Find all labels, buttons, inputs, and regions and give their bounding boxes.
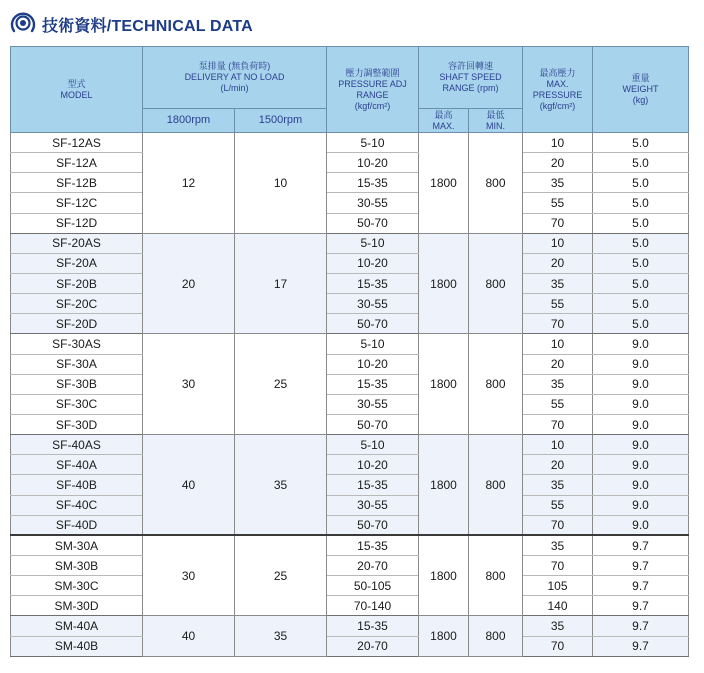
- max-pressure-cell: 55: [523, 394, 593, 414]
- technical-data-table: [10, 46, 689, 657]
- max-pressure-cell: 55: [523, 495, 593, 515]
- table-row: [11, 616, 689, 636]
- speed-min-cell: 800: [469, 535, 523, 616]
- model-cell: SF-20A: [11, 253, 143, 273]
- header-pressure-adj: [327, 47, 419, 133]
- table-body: [11, 133, 689, 657]
- delivery-1500-cell: 25: [235, 535, 327, 616]
- pressure-range-cell: 5-10: [327, 334, 419, 354]
- header-maxp-unit: (kgf/cm²): [539, 100, 576, 111]
- speed-max-cell: 1800: [419, 233, 469, 334]
- speed-max-cell: 1800: [419, 535, 469, 616]
- model-cell: SF-12C: [11, 193, 143, 213]
- pressure-range-cell: 70-140: [327, 596, 419, 616]
- max-pressure-cell: 70: [523, 414, 593, 434]
- speed-min-cell: 800: [469, 233, 523, 334]
- max-pressure-cell: 35: [523, 273, 593, 293]
- speed-min-cell: 800: [469, 616, 523, 656]
- table-row: [11, 495, 689, 515]
- table-row: [11, 133, 689, 153]
- pressure-range-cell: 15-35: [327, 374, 419, 394]
- max-pressure-cell: 20: [523, 153, 593, 173]
- weight-cell: 5.0: [593, 314, 689, 334]
- table-row: [11, 213, 689, 233]
- pressure-range-cell: 15-35: [327, 535, 419, 555]
- model-cell: SF-30D: [11, 414, 143, 434]
- header-model-en: MODEL: [60, 89, 93, 100]
- header-min-en: MIN.: [486, 120, 505, 131]
- header-speed-cn: 容許回轉速: [448, 61, 494, 71]
- speed-max-cell: 1800: [419, 435, 469, 536]
- model-cell: SM-30A: [11, 535, 143, 555]
- weight-cell: 5.0: [593, 273, 689, 293]
- weight-cell: 9.0: [593, 435, 689, 455]
- model-cell: SF-40A: [11, 455, 143, 475]
- header-weight-en: WEIGHT: [622, 84, 659, 94]
- model-cell: SF-30C: [11, 394, 143, 414]
- table-row: [11, 515, 689, 535]
- model-cell: SF-12D: [11, 213, 143, 233]
- header-1800rpm: [143, 109, 235, 133]
- max-pressure-cell: 105: [523, 576, 593, 596]
- model-cell: SM-40B: [11, 636, 143, 656]
- title-row: [8, 6, 253, 42]
- max-pressure-cell: 10: [523, 435, 593, 455]
- weight-cell: 5.0: [593, 233, 689, 253]
- header-1500rpm-label: 1500rpm: [258, 114, 303, 126]
- delivery-1800-cell: 20: [143, 233, 235, 334]
- table-row: [11, 414, 689, 434]
- header-maxp-en1: MAX.: [546, 78, 569, 89]
- header-weight: [593, 47, 689, 133]
- model-cell: SF-12AS: [11, 133, 143, 153]
- weight-cell: 9.0: [593, 515, 689, 535]
- pressure-range-cell: 50-70: [327, 314, 419, 334]
- model-cell: SF-12B: [11, 173, 143, 193]
- weight-cell: 9.7: [593, 636, 689, 656]
- delivery-1500-cell: 35: [235, 616, 327, 656]
- model-cell: SF-20D: [11, 314, 143, 334]
- pressure-range-cell: 10-20: [327, 253, 419, 273]
- weight-cell: 5.0: [593, 193, 689, 213]
- header-delivery-cn: 泵排量 (無負荷時): [198, 61, 271, 71]
- model-cell: SF-40AS: [11, 435, 143, 455]
- model-cell: SF-30B: [11, 374, 143, 394]
- table-row: [11, 314, 689, 334]
- table-row: [11, 374, 689, 394]
- model-cell: SF-40C: [11, 495, 143, 515]
- delivery-1800-cell: 30: [143, 334, 235, 435]
- delivery-1500-cell: 17: [235, 233, 327, 334]
- model-cell: SF-12A: [11, 153, 143, 173]
- model-cell: SF-20AS: [11, 233, 143, 253]
- model-cell: SM-30C: [11, 576, 143, 596]
- pressure-range-cell: 10-20: [327, 354, 419, 374]
- header-max-cn: 最高: [434, 109, 453, 120]
- speed-min-cell: 800: [469, 334, 523, 435]
- pressure-range-cell: 30-55: [327, 495, 419, 515]
- header-speed-en1: SHAFT SPEED: [439, 72, 502, 82]
- max-pressure-cell: 55: [523, 193, 593, 213]
- weight-cell: 9.0: [593, 414, 689, 434]
- table-row: [11, 334, 689, 354]
- target-ring-icon: [8, 9, 38, 39]
- header-speed-max: [419, 109, 469, 133]
- max-pressure-cell: 55: [523, 294, 593, 314]
- pressure-range-cell: 15-35: [327, 273, 419, 293]
- speed-max-cell: 1800: [419, 133, 469, 234]
- header-max-en: MAX.: [432, 120, 455, 131]
- header-model-cn: 型式: [67, 78, 86, 89]
- header-delivery-unit: (L/min): [220, 83, 249, 93]
- model-cell: SM-40A: [11, 616, 143, 636]
- table-row: [11, 253, 689, 273]
- header-pressure-adj-cn: 壓力調整範圍: [345, 67, 400, 78]
- max-pressure-cell: 70: [523, 314, 593, 334]
- weight-cell: 9.7: [593, 535, 689, 555]
- speed-min-cell: 800: [469, 435, 523, 536]
- header-model: [11, 47, 143, 133]
- table-row: [11, 576, 689, 596]
- header-shaft-speed: [419, 47, 523, 109]
- table-row: [11, 233, 689, 253]
- table-row: [11, 455, 689, 475]
- pressure-range-cell: 30-55: [327, 294, 419, 314]
- weight-cell: 9.0: [593, 354, 689, 374]
- max-pressure-cell: 70: [523, 515, 593, 535]
- pressure-range-cell: 5-10: [327, 233, 419, 253]
- max-pressure-cell: 20: [523, 354, 593, 374]
- table-row: [11, 555, 689, 575]
- max-pressure-cell: 35: [523, 475, 593, 495]
- header-maxp-cn: 最高壓力: [539, 67, 576, 78]
- weight-cell: 5.0: [593, 294, 689, 314]
- weight-cell: 9.0: [593, 394, 689, 414]
- page-title: 技術資料/TECHNICAL DATA: [42, 17, 253, 35]
- max-pressure-cell: 10: [523, 233, 593, 253]
- weight-cell: 5.0: [593, 153, 689, 173]
- table-row: [11, 394, 689, 414]
- table-row: [11, 535, 689, 555]
- delivery-1500-cell: 25: [235, 334, 327, 435]
- model-cell: SF-30AS: [11, 334, 143, 354]
- header-weight-cn: 重量: [631, 73, 650, 83]
- model-cell: SF-40B: [11, 475, 143, 495]
- model-cell: SF-20C: [11, 294, 143, 314]
- pressure-range-cell: 30-55: [327, 193, 419, 213]
- weight-cell: 5.0: [593, 253, 689, 273]
- max-pressure-cell: 10: [523, 133, 593, 153]
- pressure-range-cell: 20-70: [327, 555, 419, 575]
- pressure-range-cell: 10-20: [327, 153, 419, 173]
- delivery-1500-cell: 35: [235, 435, 327, 536]
- max-pressure-cell: 35: [523, 173, 593, 193]
- header-pressure-adj-en1: PRESSURE ADJ: [338, 78, 407, 89]
- max-pressure-cell: 20: [523, 253, 593, 273]
- pressure-range-cell: 15-35: [327, 173, 419, 193]
- model-cell: SM-30D: [11, 596, 143, 616]
- table-row: [11, 294, 689, 314]
- model-cell: SF-20B: [11, 273, 143, 293]
- weight-cell: 9.7: [593, 596, 689, 616]
- max-pressure-cell: 35: [523, 535, 593, 555]
- max-pressure-cell: 20: [523, 455, 593, 475]
- weight-cell: 9.0: [593, 495, 689, 515]
- weight-cell: 9.0: [593, 455, 689, 475]
- weight-cell: 5.0: [593, 173, 689, 193]
- max-pressure-cell: 70: [523, 636, 593, 656]
- table-row: [11, 273, 689, 293]
- header-1500rpm: [235, 109, 327, 133]
- table-row: [11, 354, 689, 374]
- weight-cell: 9.0: [593, 334, 689, 354]
- pressure-range-cell: 15-35: [327, 616, 419, 636]
- header-delivery: [143, 47, 327, 109]
- model-cell: SF-40D: [11, 515, 143, 535]
- header-min-cn: 最低: [486, 109, 505, 120]
- pressure-range-cell: 30-55: [327, 394, 419, 414]
- header-speed-en2: RANGE (rpm): [442, 83, 499, 93]
- delivery-1800-cell: 30: [143, 535, 235, 616]
- header-speed-min: [469, 109, 523, 133]
- pressure-range-cell: 5-10: [327, 133, 419, 153]
- pressure-range-cell: 20-70: [327, 636, 419, 656]
- pressure-range-cell: 10-20: [327, 455, 419, 475]
- speed-max-cell: 1800: [419, 334, 469, 435]
- table-row: [11, 173, 689, 193]
- weight-cell: 9.7: [593, 555, 689, 575]
- speed-min-cell: 800: [469, 133, 523, 234]
- table-row: [11, 596, 689, 616]
- header-1800rpm-label: 1800rpm: [166, 114, 211, 126]
- speed-max-cell: 1800: [419, 616, 469, 656]
- weight-cell: 9.7: [593, 616, 689, 636]
- delivery-1800-cell: 40: [143, 435, 235, 536]
- pressure-range-cell: 50-70: [327, 515, 419, 535]
- header-delivery-en: DELIVERY AT NO LOAD: [184, 72, 285, 82]
- max-pressure-cell: 10: [523, 334, 593, 354]
- header-weight-unit: (kg): [632, 95, 649, 105]
- pressure-range-cell: 50-105: [327, 576, 419, 596]
- pressure-range-cell: 50-70: [327, 213, 419, 233]
- pressure-range-cell: 5-10: [327, 435, 419, 455]
- max-pressure-cell: 70: [523, 555, 593, 575]
- header-pressure-adj-unit: (kgf/cm²): [354, 100, 391, 111]
- delivery-1800-cell: 40: [143, 616, 235, 656]
- header-maxp-en2: PRESSURE: [532, 89, 583, 100]
- delivery-1800-cell: 12: [143, 133, 235, 234]
- pressure-range-cell: 15-35: [327, 475, 419, 495]
- weight-cell: 9.0: [593, 475, 689, 495]
- model-cell: SF-30A: [11, 354, 143, 374]
- max-pressure-cell: 140: [523, 596, 593, 616]
- table-row: [11, 636, 689, 656]
- max-pressure-cell: 70: [523, 213, 593, 233]
- header-max-pressure: [523, 47, 593, 133]
- weight-cell: 5.0: [593, 213, 689, 233]
- weight-cell: 9.7: [593, 576, 689, 596]
- delivery-1500-cell: 10: [235, 133, 327, 234]
- pressure-range-cell: 50-70: [327, 414, 419, 434]
- header-pressure-adj-en2: RANGE: [356, 89, 389, 100]
- model-cell: SM-30B: [11, 555, 143, 575]
- max-pressure-cell: 35: [523, 616, 593, 636]
- weight-cell: 5.0: [593, 133, 689, 153]
- table-row: [11, 435, 689, 455]
- max-pressure-cell: 35: [523, 374, 593, 394]
- weight-cell: 9.0: [593, 374, 689, 394]
- table-row: [11, 475, 689, 495]
- table-row: [11, 153, 689, 173]
- table-row: [11, 193, 689, 213]
